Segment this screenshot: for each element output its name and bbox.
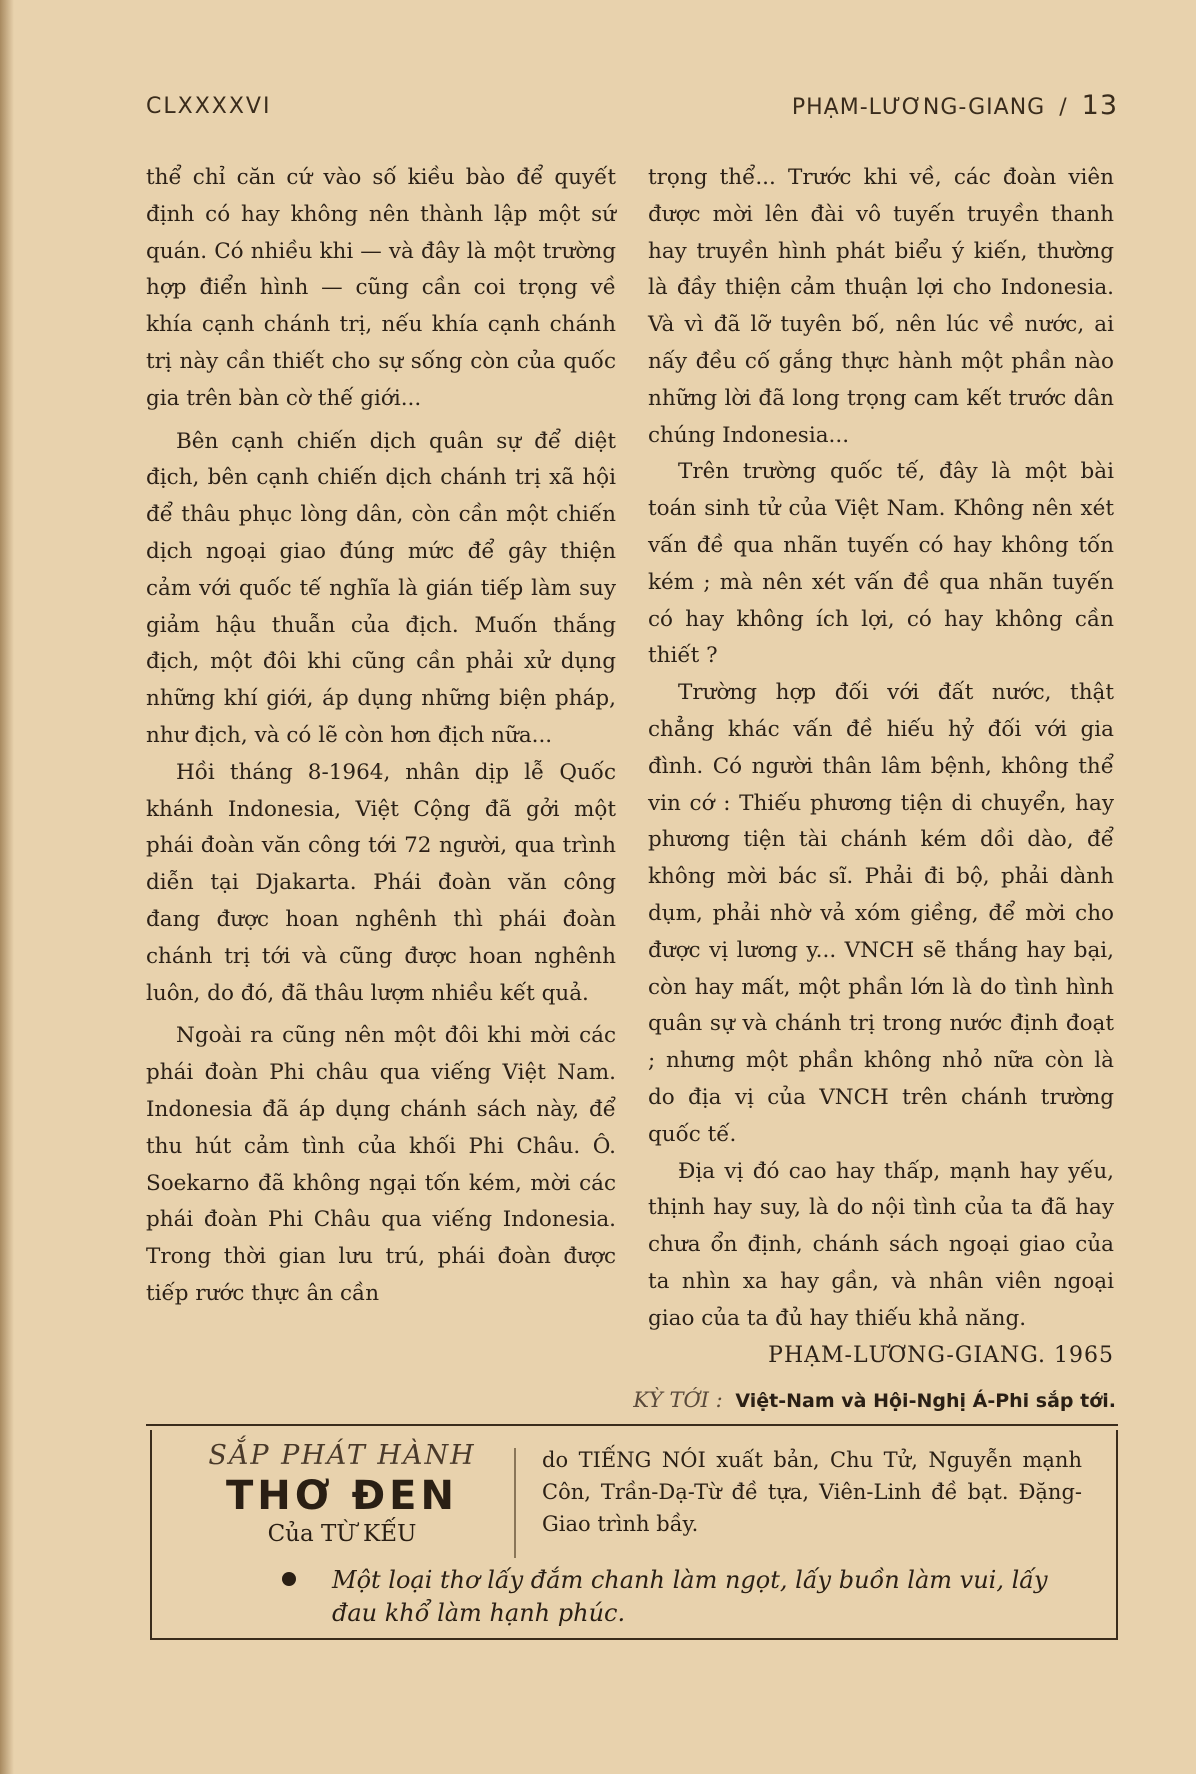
page-edge-shadow <box>0 0 14 1774</box>
running-author: PHẠM-LƯƠNG-GIANG <box>791 95 1046 120</box>
next-issue-label: KỲ TỚI : <box>633 1388 723 1412</box>
ad-details: do TIẾNG NÓI xuất bản, Chu Tử, Nguyễn mạnh Côn, Trần-Dạ-Từ đề tựa, Viên-Linh đề bạt. Đặng-Giao trình bầy. <box>542 1448 1082 1536</box>
running-header <box>146 90 1118 134</box>
ad-title-block <box>192 1440 492 1547</box>
paragraph: Hồi tháng 8-1964, nhân dịp lễ Quốc khánh Indonesia, Việt Cộng đã gởi một phái đoàn văn công tới 72 người, qua trình diễn tại Djakarta. Phái đoàn văn công đang được hoan nghênh thì phái đoàn chánh trị tới và cũng được hoan nghênh luôn, do đó, đã thâu lượm nhiều kết quả. <box>146 759 616 1006</box>
right-column <box>648 160 1114 1374</box>
coming-soon-label: SẮP PHÁT HÀNH <box>208 1440 476 1471</box>
book-author: Của TỪ KẾU <box>267 1521 417 1547</box>
next-issue-title: Việt-Nam và Hội-Nghị Á-Phi sắp tới. <box>735 1390 1116 1412</box>
paragraph: Trên trường quốc tế, đây là một bài toán sinh tử của Việt Nam. Không nên xét vấn đề qua nhãn tuyến có hay không tốn kém ; mà nên xét vấn đề qua nhãn tuyến có hay không ích lợi, có hay không cần thiết ? <box>648 459 1114 669</box>
left-column <box>146 160 616 1313</box>
paragraph: Bên cạnh chiến dịch quân sự để diệt địch, bên cạnh chiến dịch chánh trị xã hội để thâu phục lòng dân, còn cần một chiến dịch ngoại giao đúng mức để gây thiện cảm với quốc tế nghĩa là gián tiếp làm suy giảm hậu thuẫn của địch. Muốn thắng địch, một đôi khi cũng cần phải xử dụng những khí giới, áp dụng những biện pháp, như địch, và có lẽ còn hơn địch nữa... <box>146 428 616 748</box>
paragraph: trọng thể... Trước khi về, các đoàn viên được mời lên đài vô tuyến truyền thanh hay truyền hình phát biểu ý kiến, thường là đầy thiện cảm thuận lợi cho Indonesia. Và vì đã lỡ tuyên bố, nên lúc về nước, ai nấy đều cố gắng thực hành một phần nào những lời đã long trọng cam kết trước dân chúng Indonesia... <box>648 165 1114 448</box>
ad-tagline-text: Một loại thơ lấy đắm chanh làm ngọt, lấy buồn làm vui, lấy đau khổ làm hạnh phúc. <box>332 1566 1048 1627</box>
running-title <box>792 90 1118 121</box>
article-signature: PHẠM-LƯƠNG-GIANG. 1965 <box>768 1342 1114 1368</box>
paragraph: thể chỉ căn cứ vào số kiều bào để quyết định có hay không nên thành lập một sứ quán. Có nhiều khi — và đây là một trường hợp điển hình — cũng cần coi trọng về khía cạnh chánh trị, nếu khía cạnh chánh trị này cần thiết cho sự sống còn của quốc gia trên bàn cờ thế giới... <box>146 165 616 411</box>
paragraph: Ngoài ra cũng nên một đôi khi mời các phái đoàn Phi châu qua viếng Việt Nam. Indonesia đã áp dụng chánh sách này, để thu hút cảm tình của khối Phi Châu. Ô. Soekarno đã không ngại tốn kém, mời các phái đoàn Phi Châu qua viếng Indonesia. Trong thời gian lưu trú, phái đoàn được tiếp rước thực ân cần <box>146 1023 616 1306</box>
page-number: 13 <box>1081 90 1118 121</box>
divider-rule <box>146 1424 1118 1426</box>
book-advertisement <box>150 1430 1118 1640</box>
ad-tagline <box>282 1564 1082 1630</box>
ad-divider <box>514 1448 516 1558</box>
section-number: CLXXXXVI <box>146 94 272 119</box>
bullet-icon <box>282 1572 296 1586</box>
header-slash: / <box>1059 95 1068 120</box>
paragraph: Trường hợp đối với đất nước, thật chẳng khác vấn đề hiếu hỷ đối với gia đình. Có người thân lâm bệnh, không thể vin cớ : Thiếu phương tiện di chuyển, hay phương tiện tài chánh kém dồi dào, để không mời bác sĩ. Phải đi bộ, phải dành dụm, phải nhờ vả xóm giềng, để mời cho được vị lương y... VNCH sẽ thắng hay bại, còn hay mất, một phần lớn là do tình hình quân sự và chánh trị trong nước định đoạt ; nhưng một phần không nhỏ nữa còn là do địa vị của VNCH trên chánh trường quốc tế. <box>648 680 1114 1147</box>
book-title: THƠ ĐEN <box>226 1473 458 1519</box>
next-issue-notice <box>633 1388 1116 1412</box>
paragraph: Địa vị đó cao hay thấp, mạnh hay yếu, thịnh hay suy, là do nội tình của ta đã hay chưa ổn định, chánh sách ngoại giao của ta nhìn xa hay gần, và nhân viên ngoại giao của ta đủ hay thiếu khả năng. <box>648 1158 1114 1331</box>
